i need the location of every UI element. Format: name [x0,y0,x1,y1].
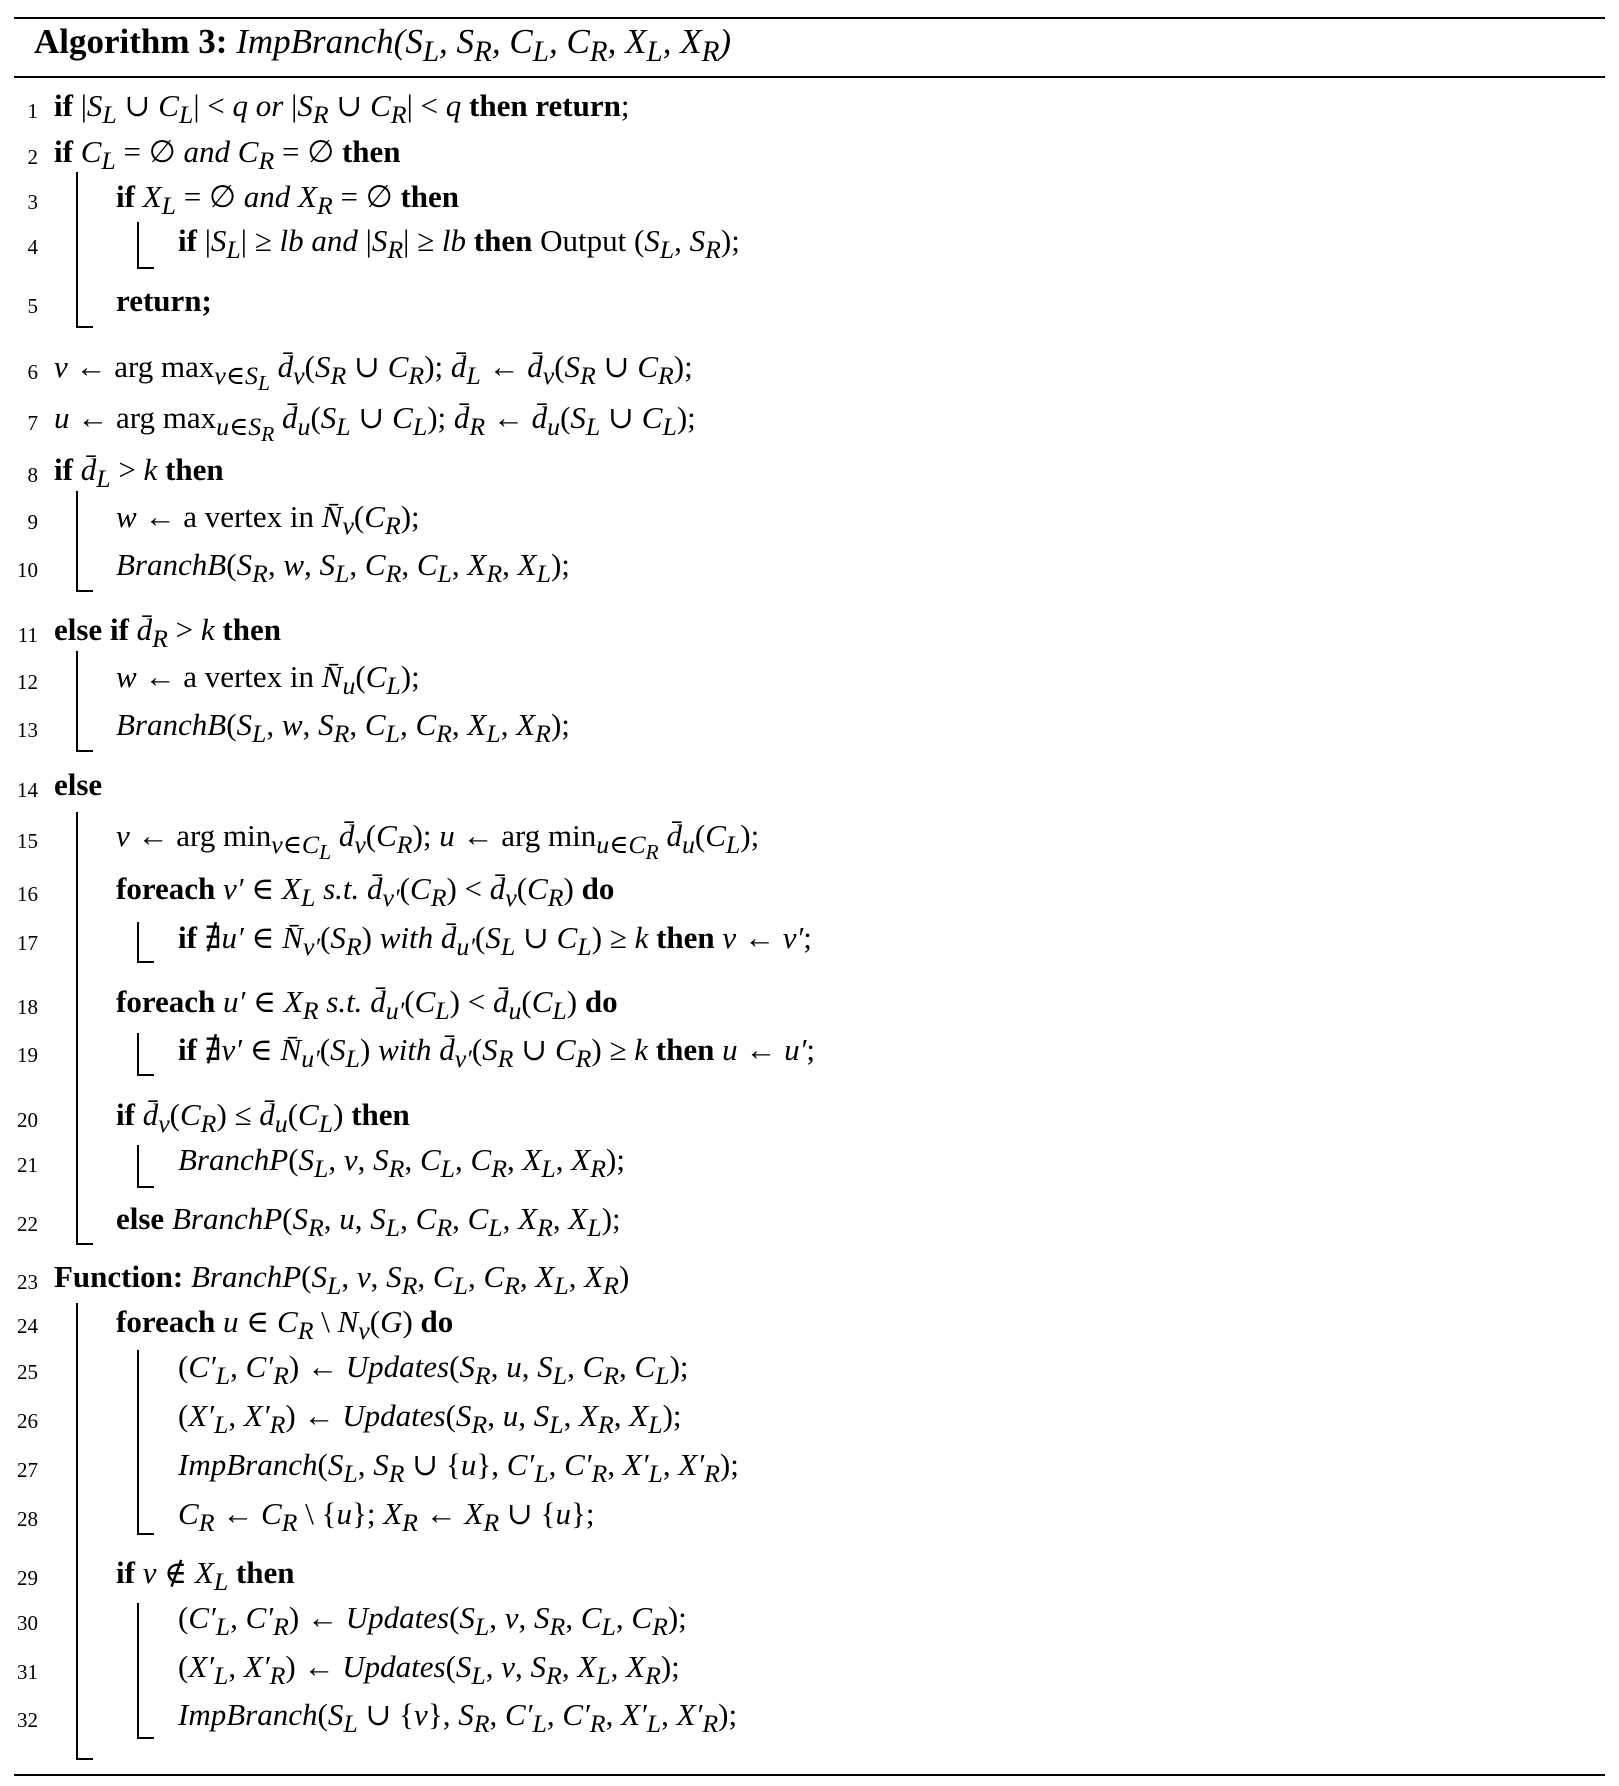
line-number: 20 [17,1108,38,1132]
line-number: 13 [17,718,38,742]
line-number: 2 [27,145,38,169]
code-line: $BranchB(S_L$, w, $S_R$, $C_L$, $C_R$, $X_L$, $X_R$); [116,707,570,749]
line-number: 11 [17,623,38,647]
line-number: 4 [27,235,38,259]
block-bar [137,1033,139,1075]
code-line: else $BranchP(S_R$, u, $S_L$, $C_R$, $C_L$, $X_R$, $X_L$); [116,1201,621,1243]
block-bar [137,1186,154,1188]
code-line: Function: $BranchP(S_L$, v, $S_R$, $C_L$, $C_R$, $X_L$, $X_R$) [54,1259,630,1301]
code-line: foreach u ∈ $C_R$ \ $N_v(G)$ do [116,1304,454,1346]
line-number: 31 [17,1660,38,1684]
block-bar [137,267,154,269]
block-bar [76,491,78,591]
return-keyword: return; [116,283,212,318]
code-line [116,283,212,319]
line-number: 30 [17,1611,38,1635]
line-number: 18 [17,995,38,1019]
code-line: $BranchB(S_R$, w, $S_L$, $C_R$, $C_L$, $X_R$, $X_L$); [116,547,570,589]
line-number: 12 [17,670,38,694]
code-line: if $d̄_L > k$ then [54,452,224,494]
block-bar [76,590,93,592]
code-line: $BranchP(S_L$, v, $S_R$, $C_L$, $C_R$, $X_L$, $X_R$); [178,1142,625,1184]
line-number: 3 [27,190,38,214]
else-keyword: else [54,767,103,802]
code-line: ($C'_L$, $C'_R$) ← $Updates(S_L$, v, $S_R$, $C_L$, $C_R$); [178,1600,687,1642]
line-number: 22 [17,1212,38,1236]
code-line: foreach v′ ∈ $X_L$ s.t. $d̄_{v'}(C_R)$ < $d̄_v(C_R)$ do [116,871,615,913]
line-number: 28 [17,1507,38,1531]
code-line: if ∄u′ ∈ $N̄_{v'}(S_R)$ with $d̄_{u'}(S_L$ ∪ $C_L) \ge k$ then v ← v′; [178,920,812,962]
line-number: 14 [17,778,38,802]
line-number: 19 [17,1043,38,1067]
block-bar [137,1350,139,1534]
line-number: 29 [17,1566,38,1590]
line-number: 21 [17,1153,38,1177]
code-line: if $C_L$ = ∅ and $C_R$ = ∅ then [54,134,401,176]
line-number: 5 [27,294,38,318]
code-line [54,767,102,803]
line-number: 25 [17,1360,38,1384]
algorithm-signature: $ImpBranch(S_L$, $S_R$, $C_L$, $C_R$, $X_L$, $X_R$) [236,22,732,68]
line-number: 23 [17,1270,38,1294]
code-line: $ImpBranch(S_L$ ∪ {v}, $S_R$, $C'_L$, $C'_R$, $X'_L$, $X'_R$); [178,1697,738,1739]
code-line: if $X_L$ = ∅ and $X_R$ = ∅ then [116,179,460,221]
block-bar [137,1145,139,1187]
code-line: ($C'_L$, $C'_R$) ← $Updates(S_R$, u, $S_L$, $C_R$, $C_L$); [178,1349,689,1391]
code-line: if v ∉ $X_L$ then [116,1555,295,1597]
line-number: 9 [27,510,38,534]
block-bar [137,1603,139,1738]
algorithm-label: Algorithm 3: [34,22,228,61]
line-number: 8 [27,463,38,487]
block-bar [137,961,154,963]
block-bar [137,922,139,962]
code-line: w ← a vertex in $N̄_v(C_R)$; [116,499,420,541]
line-number: 15 [17,829,38,853]
code-line: v ← arg $\min_{v\in C_L}$ $d̄_v(C_R)$; u ← arg $\min_{u\in C_R}$ $d̄_u(C_L)$; [116,818,760,865]
block-bar [76,1758,93,1760]
code-line: $C_R$ ← $C_R$ \ {u}; $X_R$ ← $X_R$ ∪ {u}; [178,1496,595,1538]
block-bar [76,1303,78,1759]
code-line: ($X'_L$, $X'_R$) ← $Updates(S_R$, u, $S_L$, $X_R$, $X_L$); [178,1398,682,1440]
line-number: 26 [17,1409,38,1433]
code-line: if $|S_L|$ ≥ lb and $|S_R|$ ≥ lb then Output ($S_L$, $S_R$); [178,223,740,265]
line-number: 27 [17,1458,38,1482]
top-rule [14,17,1605,19]
code-line: foreach u′ ∈ $X_R$ s.t. $d̄_{u'}(C_L)$ < $d̄_u(C_L)$ do [116,984,618,1026]
header-rule [14,76,1605,78]
block-bar [76,750,93,752]
block-bar [76,172,78,327]
block-bar [137,1533,154,1535]
code-line: if $|S_L$ ∪ $C_L| < q$ or $|S_R$ ∪ $C_R| < q$ then return; [54,88,630,130]
block-bar [76,812,78,1244]
line-number: 6 [27,360,38,384]
code-line: u ← arg $\max_{u\in S_R}$ $d̄_u(S_L$ ∪ $C_L$); $d̄_R$ ← $d̄_u(S_L$ ∪ $C_L$); [54,400,696,447]
block-bar [137,1074,154,1076]
code-line: w ← a vertex in $N̄_u(C_L)$; [116,659,420,701]
line-number: 1 [27,99,38,123]
block-bar [137,222,139,268]
code-line: ($X'_L$, $X'_R$) ← $Updates(S_L$, v, $S_R$, $X_L$, $X_R$); [178,1649,680,1691]
block-bar [137,1737,154,1739]
code-line: if ∄v′ ∈ $N̄_{u'}(S_L)$ with $d̄_{v'}(S_R$ ∪ $C_R) \ge k$ then u ← u′; [178,1032,815,1074]
line-number: 16 [17,882,38,906]
line-number: 7 [27,411,38,435]
line-number: 10 [17,558,38,582]
code-line: if $d̄_v(C_R)$ ≤ $d̄_u(C_L)$ then [116,1097,410,1139]
code-line: else if $d̄_R > k$ then [54,612,281,654]
code-line: v ← arg $\max_{v\in S_L}$ $d̄_v(S_R$ ∪ $C_R$); $d̄_L$ ← $d̄_v(S_R$ ∪ $C_R$); [54,349,693,396]
line-number: 32 [17,1708,38,1732]
line-number: 24 [17,1314,38,1338]
code-line: $ImpBranch(S_L$, $S_R$ ∪ {u}, $C'_L$, $C'_R$, $X'_L$, $X'_R$); [178,1447,739,1489]
block-bar [76,1243,93,1245]
block-bar [76,326,93,328]
algorithm-title [34,22,731,69]
block-bar [76,651,78,751]
line-number: 17 [17,931,38,955]
bottom-rule [14,1774,1605,1776]
